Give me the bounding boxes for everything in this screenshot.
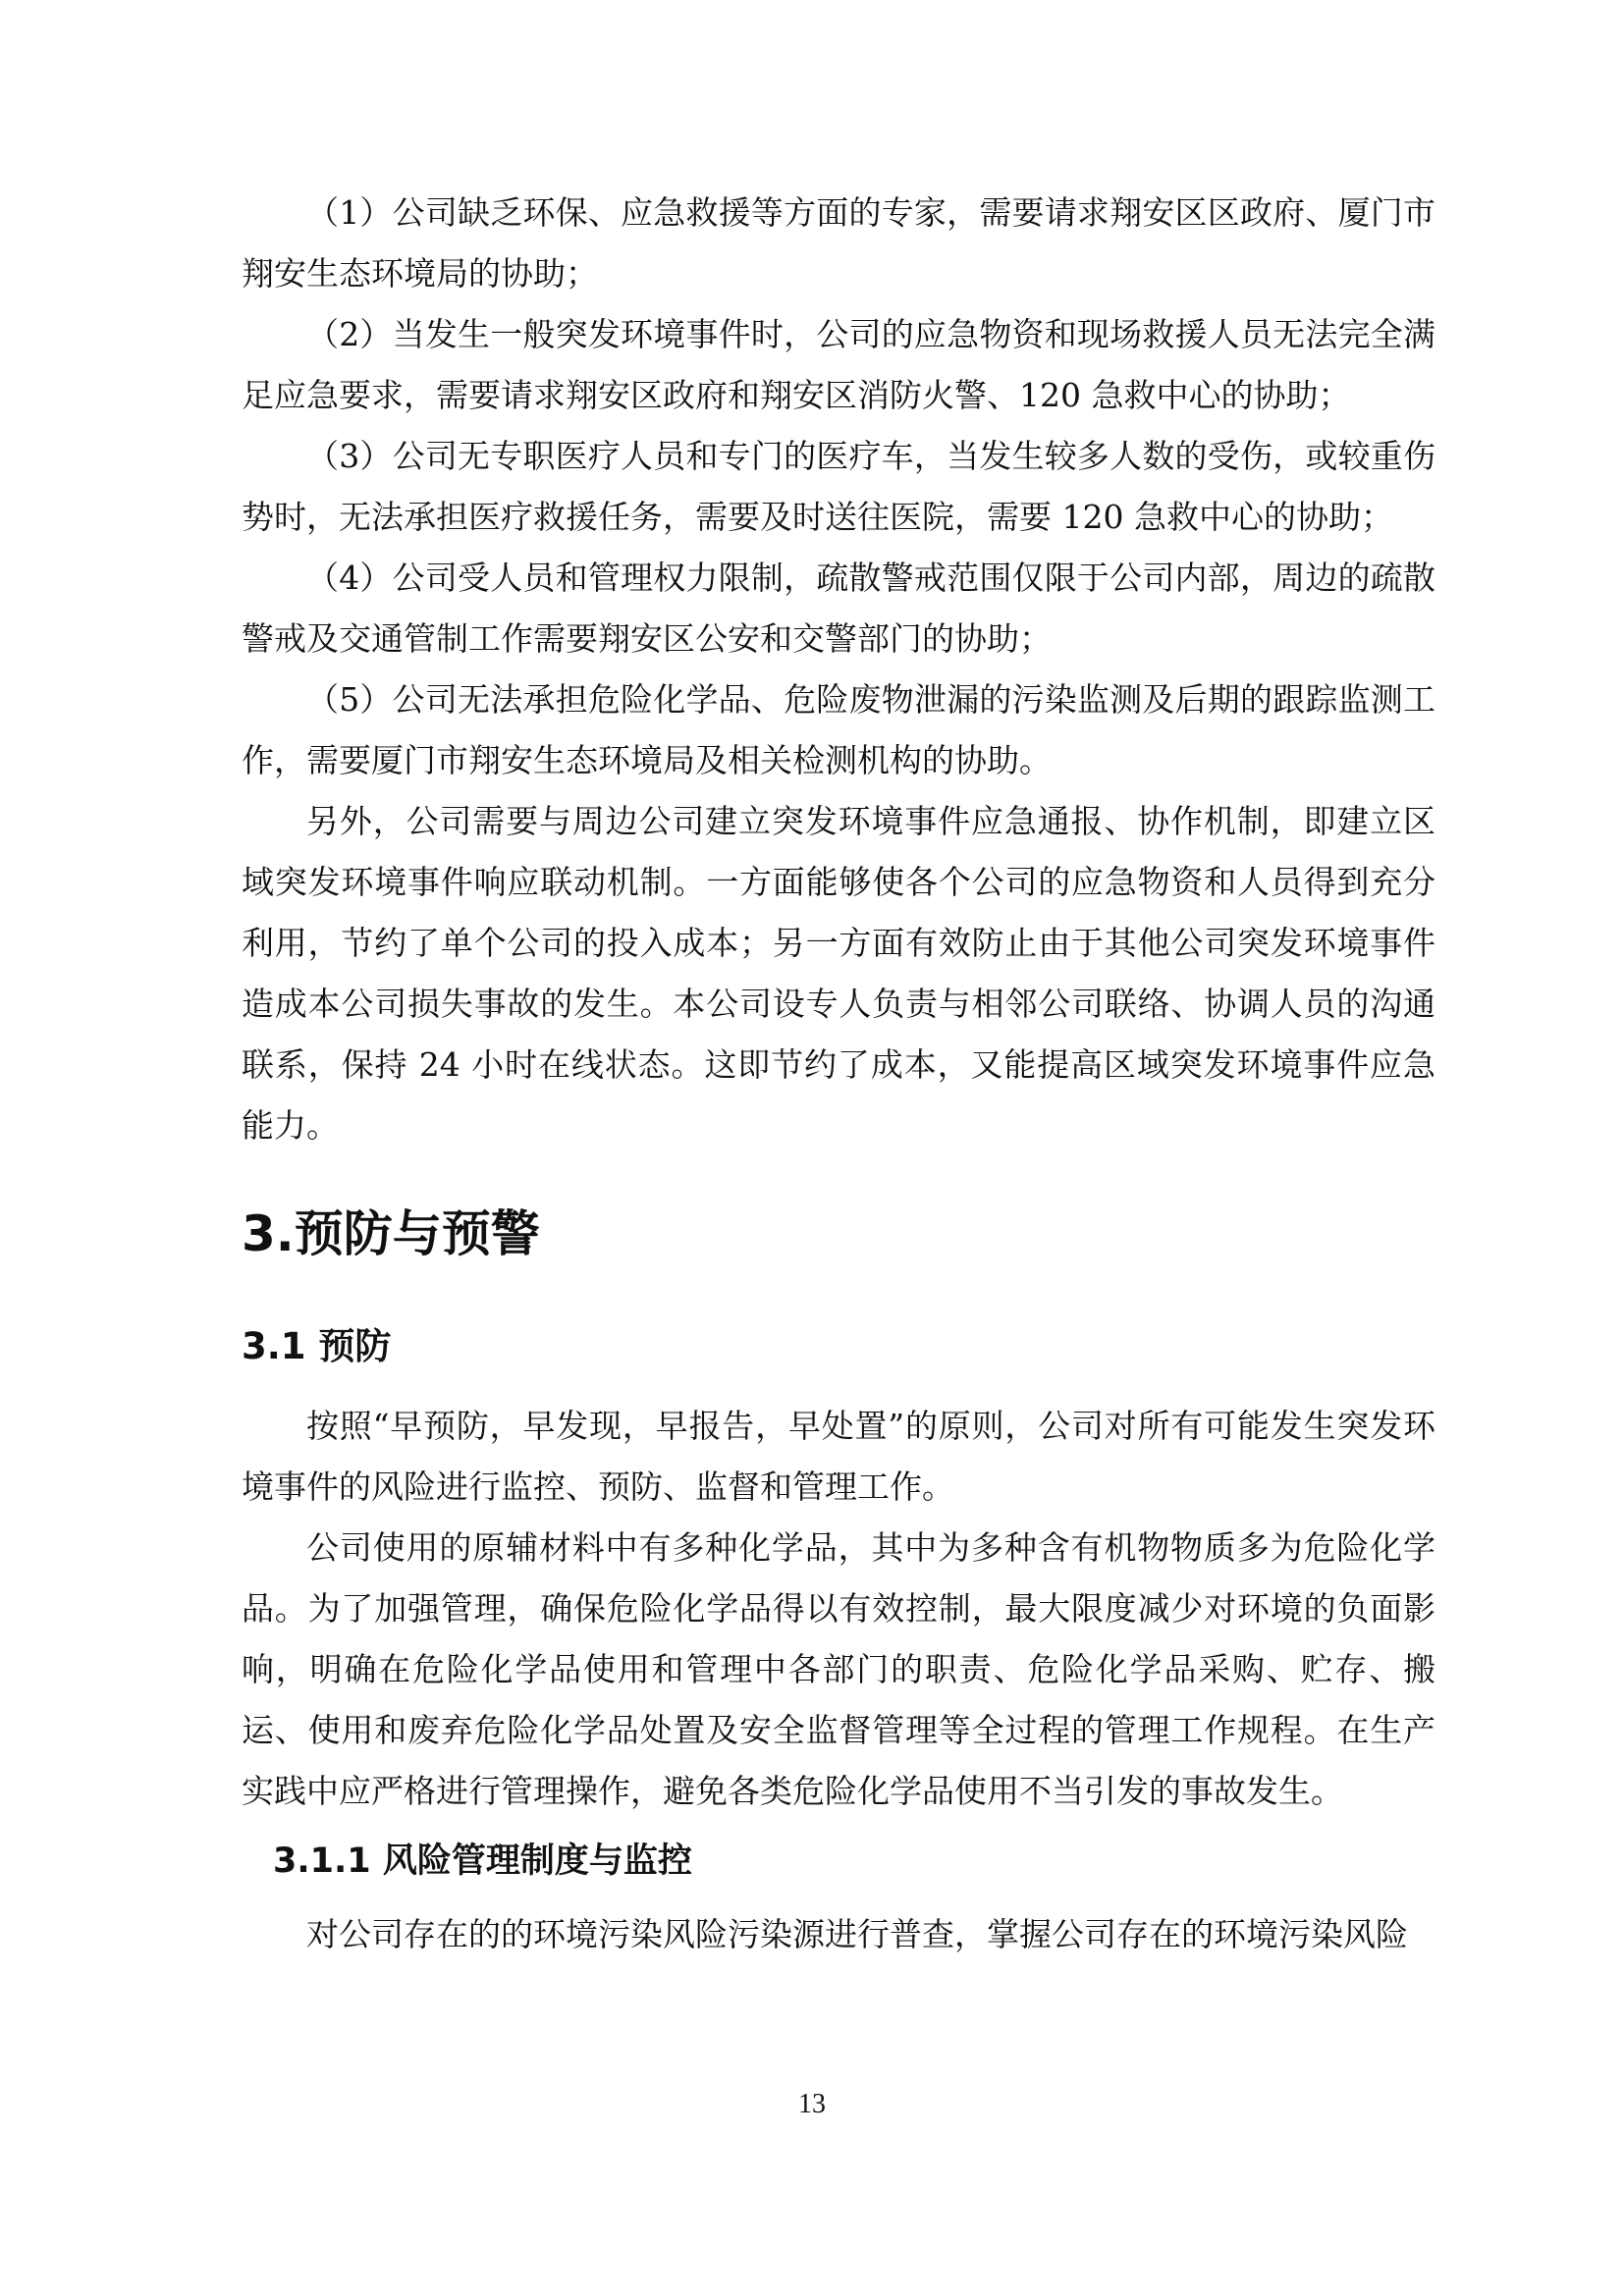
paragraph-evacuation-assistance: （4）公司受人员和管理权力限制，疏散警戒范围仅限于公司内部，周边的疏散警戒及交通管制工作需要翔安区公安和交警部门的协助； [242,559,1435,658]
paragraph-regional-linkage: 另外，公司需要与周边公司建立突发环境事件应急通报、协作机制，即建立区域突发环境事件响应联动机制。一方面能够使各个公司的应急物资和人员得到充分利用，节约了单个公司的投入成本；另一方面有效防止由于其他公司突发环境事件造成本公司损失事故的发生。本公司设专人负责与相邻公司联络、协调人员的沟通联系，保持 24 小时在线状态。这即节约了成本，又能提高区域突发环境事件应急能力。 [242,802,1435,1145]
paragraph-medical-assistance: （3）公司无专职医疗人员和专门的医疗车，当发生较多人数的受伤，或较重伤势时，无法承担医疗救援任务，需要及时送往医院，需要 120 急救中心的协助； [242,437,1435,536]
section-heading-prevention-warning: 3.预防与预警 [242,1205,540,1262]
paragraph-expert-assistance: （1）公司缺乏环保、应急救援等方面的专家，需要请求翔安区区政府、厦门市翔安生态环境局的协助； [242,193,1435,293]
paragraph-risk-survey: 对公司存在的的环境污染风险污染源进行普查，掌握公司存在的环境污染风险 [306,1915,1408,1953]
section-heading-risk-management: 3.1.1 风险管理制度与监控 [273,1842,692,1881]
paragraph-chemical-management: 公司使用的原辅材料中有多种化学品，其中为多种含有机物物质多为危险化学品。为了加强管理，确保危险化学品得以有效控制，最大限度减少对环境的负面影响，明确在危险化学品使用和管理中各部门的职责、危险化学品采购、贮存、搬运、使用和废弃危险化学品处置及安全监督管理等全过程的管理工作规程。在生产实践中应严格进行管理操作，避免各类危险化学品使用不当引发的事故发生。 [242,1528,1435,1810]
paragraph-prevention-principle: 按照“早预防，早发现，早报告，早处置”的原则，公司对所有可能发生突发环境事件的风险进行监控、预防、监督和管理工作。 [242,1407,1435,1506]
section-heading-prevention: 3.1 预防 [242,1325,392,1367]
page-number: 13 [798,2089,826,2119]
page-content [242,183,1435,1965]
paragraph-monitoring-assistance: （5）公司无法承担危险化学品、危险废物泄漏的污染监测及后期的跟踪监测工作，需要厦门市翔安生态环境局及相关检测机构的协助。 [242,680,1435,779]
paragraph-general-incident-assistance: （2）当发生一般突发环境事件时，公司的应急物资和现场救援人员无法完全满足应急要求，需要请求翔安区政府和翔安区消防火警、120 急救中心的协助； [242,315,1435,414]
